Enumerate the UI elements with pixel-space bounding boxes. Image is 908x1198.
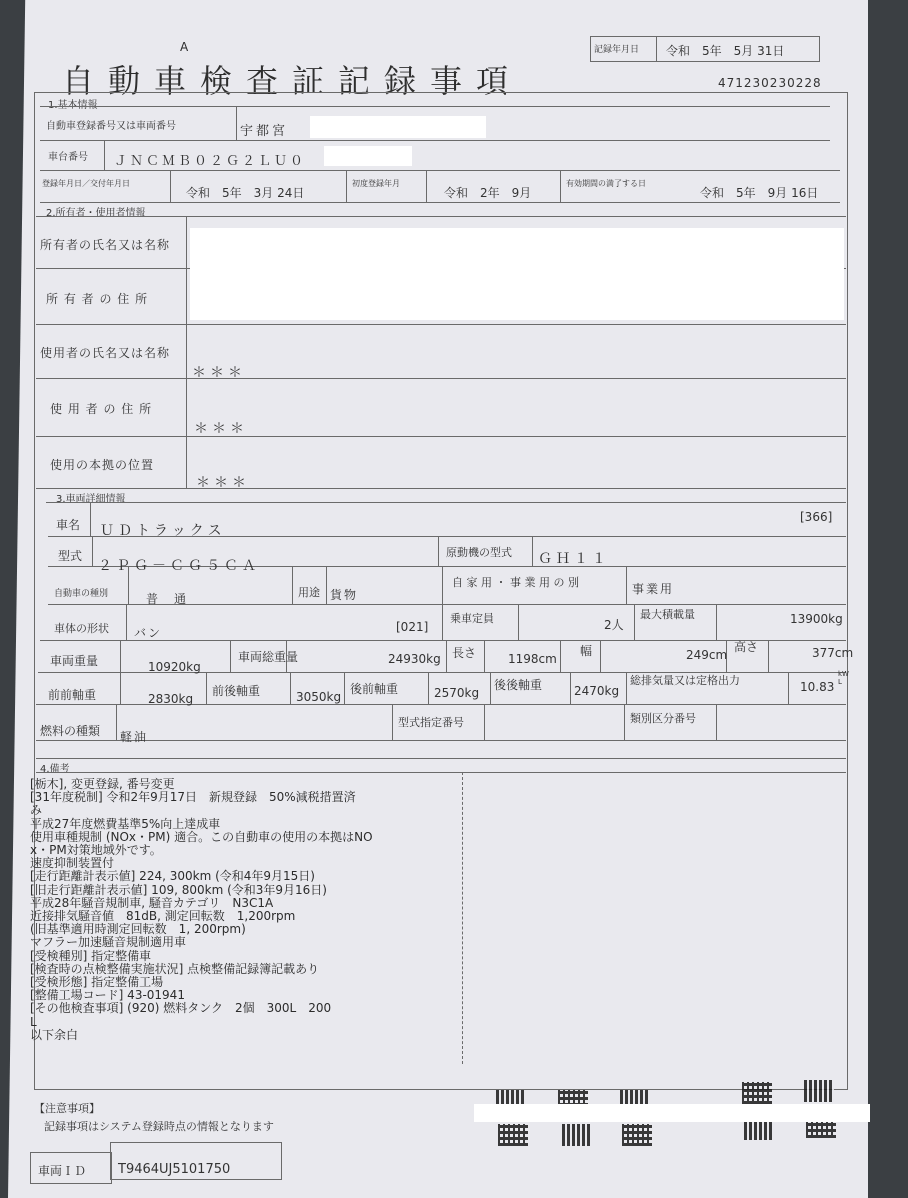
redacted-chassis [324, 146, 412, 166]
form-mark: A [180, 40, 189, 54]
vehicle-name-value: ＵＤトラックス [100, 523, 226, 539]
vehicle-weight-label: 車両重量 [50, 654, 99, 668]
user-name-label: 使用者の氏名又は名称 [40, 346, 171, 360]
record-date-label: 記録年月日 [594, 45, 640, 55]
user-address-value: ＊＊＊ [194, 421, 248, 437]
remarks-line: 以下余白 [30, 1027, 79, 1042]
gross-weight-label: 車両総重量 [238, 650, 299, 664]
expiry-date-value: 令和 5年 9月 16日 [700, 186, 819, 200]
max-load-value: 13900kg [790, 612, 843, 626]
record-date-value: 令和 5年 5月 31日 [666, 44, 785, 58]
remarks-line: x・PM対策地域外です。 [30, 843, 162, 858]
engine-model-label: 原動機の型式 [446, 546, 512, 559]
chassis-number-label: 車台番号 [48, 152, 88, 163]
front-front-axle-label: 前前軸重 [48, 688, 97, 702]
rear-rear-axle-label: 後後軸重 [494, 678, 543, 692]
remarks-line: 平成28年騒音規制車, 騒音カテゴリ N3C1A [30, 895, 274, 910]
private-business-label: 自 家 用 ・ 事 業 用 の 別 [452, 576, 579, 589]
private-business-value: 事業用 [632, 582, 675, 596]
remarks-line: [受検種別] 指定整備車 [30, 948, 152, 963]
vehicle-name-label: 車名 [56, 518, 81, 532]
rear-front-axle-value: 2570kg [434, 686, 480, 700]
vehicle-id-value: T9464UJ5101750 [118, 1162, 231, 1177]
length-label: 長さ [452, 646, 477, 660]
class-number-label: 類別区分番号 [630, 712, 696, 725]
redacted-owner-info [190, 228, 844, 320]
use-value: 貨物 [330, 588, 359, 602]
remarks-line: [受検形態] 指定整備工場 [30, 975, 164, 990]
body-shape-value: バン [134, 626, 163, 640]
front-rear-axle-value: 3050kg [296, 690, 342, 704]
displacement-label: 総排気量又は定格出力 [630, 674, 740, 687]
remarks-block [30, 778, 373, 1042]
remarks-line: [その他検査事項] (920) 燃料タンク 2個 300L 200 [30, 1001, 332, 1016]
remarks-line: [栃木], 変更登録, 番号変更 [30, 777, 175, 791]
height-label: 高さ [734, 640, 759, 654]
length-value: 1198cm [508, 652, 557, 666]
qr-code [804, 1080, 834, 1102]
redacted-footer [474, 1104, 870, 1122]
registration-date-label: 登録年月日／交付年月日 [42, 179, 130, 188]
front-front-axle-value: 2830kg [148, 692, 194, 706]
notice-text: 記録事項はシステム登録時点の情報となります [44, 1120, 274, 1133]
section1-heading: 1.基本情報 [48, 100, 98, 111]
qr-code [498, 1124, 528, 1146]
section3-heading: 3.車両詳細情報 [56, 494, 126, 505]
remarks-line: 平成27年度燃費基準5%向上達成車 [30, 816, 221, 831]
height-value: 377cm [812, 646, 854, 660]
remarks-line: み [30, 803, 43, 818]
remarks-line: [整備工場コード] 43-01941 [30, 988, 185, 1003]
redacted-registration [310, 116, 486, 138]
body-shape-label: 車体の形状 [54, 622, 109, 635]
remarks-line: 使用車種規制 (NOx・PM) 適合。この自動車の使用の本拠はNO [30, 829, 373, 844]
max-load-label: 最大積載量 [640, 608, 695, 621]
remarks-line: 近接排気騒音値 81dB, 測定回転数 1,200rpm [30, 909, 296, 924]
owner-name-label: 所有者の氏名又は名称 [40, 238, 171, 252]
model-value: ２ＰＧ－ＣＧ５ＣＡ [98, 558, 260, 574]
vehicle-kind-label: 自動車の種別 [54, 589, 109, 599]
remarks-line: L [30, 1014, 37, 1029]
remarks-line: [走行距離計表示値] 224, 300km (令和4年9月15日) [30, 869, 315, 884]
capacity-label: 乗車定員 [450, 612, 494, 625]
user-address-label: 使 用 者 の 住 所 [50, 402, 153, 416]
qr-code [622, 1124, 652, 1146]
front-rear-axle-label: 前後軸重 [212, 684, 261, 698]
remarks-line: [31年度税制] 令和2年9月17日 新規登録 50%減税措置済 [30, 790, 356, 805]
type-approval-label: 型式指定番号 [398, 716, 464, 729]
registration-date-value: 令和 5年 3月 24日 [186, 186, 305, 200]
capacity-value: 2人 [604, 618, 624, 632]
displacement-value: 10.83 [800, 680, 835, 694]
section2-heading: 2.所有者・使用者情報 [46, 208, 146, 219]
displacement-unit: kW L [838, 670, 849, 686]
fuel-type-value: 軽油 [120, 730, 149, 744]
expiry-date-label: 有効期間の満了する日 [566, 179, 646, 188]
vehicle-kind-value: 普 通 [146, 592, 189, 606]
document-title: 自動車検査証記録事項 [62, 62, 523, 100]
registration-number-label: 自動車登録番号又は車両番号 [46, 121, 176, 132]
remarks-line: マフラー加速騒音規制適用車 [30, 935, 187, 950]
qr-code [742, 1082, 772, 1104]
owner-address-label: 所 有 者 の 住 所 [46, 292, 149, 306]
first-registration-label: 初度登録年月 [352, 179, 400, 188]
vehicle-name-code: [366] [800, 510, 833, 524]
gross-weight-value: 24930kg [388, 652, 441, 666]
base-location-value: ＊＊＊ [196, 475, 250, 491]
engine-model-value: ＧＨ１１ [538, 551, 610, 567]
section4-heading: 4.備考 [40, 764, 70, 775]
fuel-type-label: 燃料の種類 [40, 724, 101, 738]
registration-number-value: 宇都宮 [240, 124, 289, 139]
notice-heading: 【注意事項】 [34, 1102, 100, 1115]
vehicle-weight-value: 10920kg [148, 660, 201, 674]
user-name-value: ＊＊＊ [192, 365, 246, 381]
remarks-line: [旧走行距離計表示値] 109, 800km (令和3年9月16日) [30, 882, 327, 897]
base-location-label: 使用の本拠の位置 [50, 458, 155, 472]
rear-front-axle-label: 後前軸重 [350, 682, 399, 696]
use-label: 用途 [298, 586, 320, 599]
vehicle-id-label: 車両ＩＤ [38, 1164, 87, 1178]
remarks-line: (旧基準適用時測定回転数 1, 200rpm) [30, 922, 246, 937]
model-label: 型式 [58, 549, 83, 563]
width-value: 249cm [686, 648, 728, 662]
document-number: 471230230228 [718, 76, 822, 90]
rear-rear-axle-value: 2470kg [574, 684, 620, 698]
width-label: 幅 [580, 644, 593, 658]
chassis-number-value: ＪＮＣＭＢ０２Ｇ２ＬＵ０ [114, 154, 307, 169]
body-shape-code: [021] [396, 620, 429, 634]
remarks-line: [検査時の点検整備実施状況] 点検整備記録簿記載あり [30, 961, 320, 976]
remarks-line: 速度抑制装置付 [30, 856, 115, 871]
qr-code [562, 1124, 592, 1146]
first-registration-value: 令和 2年 9月 [444, 186, 532, 200]
